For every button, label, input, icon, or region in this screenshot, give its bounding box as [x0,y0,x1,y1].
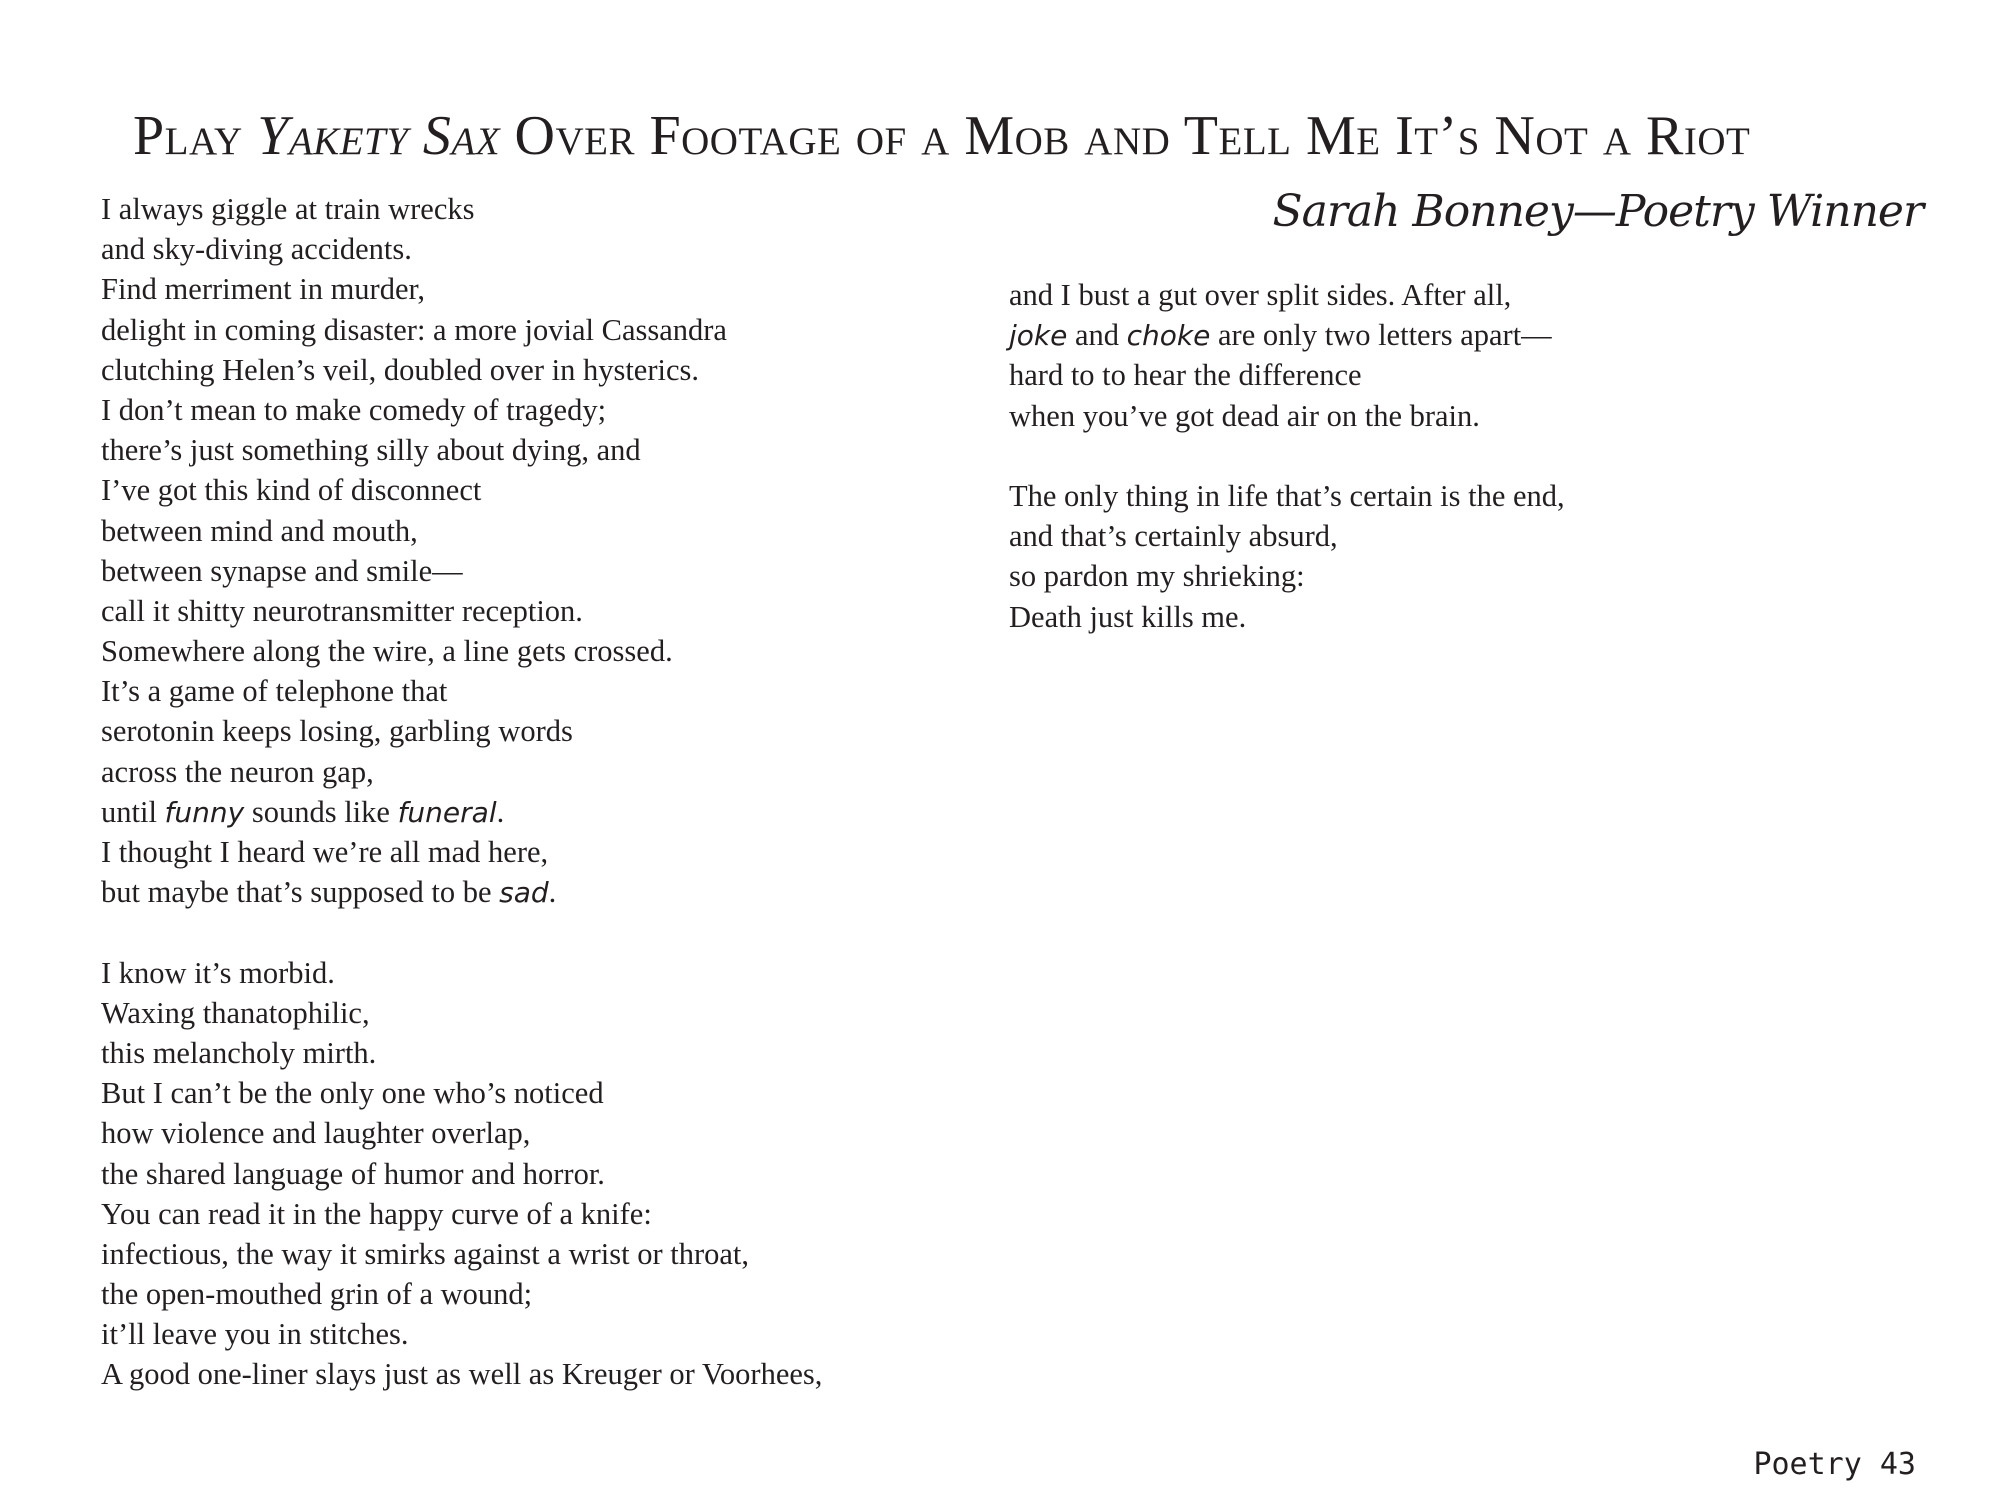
stanza [101,953,822,1395]
stanza [1009,476,1565,637]
poem-line [101,993,822,1033]
line-text: I’ve got this kind of disconnect [101,473,482,508]
poem-line [101,269,822,309]
poem-line [101,1314,822,1354]
line-text: between mind and mouth, [101,513,418,548]
line-text: and sky-diving accidents. [101,232,412,267]
line-text: sounds like [244,794,398,829]
line-text: hard to to hear the difference [1009,358,1362,393]
poem-line [101,470,822,510]
italic-word: funny [164,795,245,829]
title-part-1: Play [133,105,258,167]
italic-word: sad [499,876,549,910]
page-footer: Poetry 43 [1753,1447,1916,1482]
poem-line [101,390,822,430]
line-text: Waxing thanatophilic, [101,995,370,1030]
line-text: . [548,875,557,910]
line-text: Death just kills me. [1009,599,1247,634]
title-part-2: Over Footage of a Mob and Tell Me It’s Not a Riot [500,105,1751,167]
line-text: clutching Helen’s veil, doubled over in hysterics. [101,352,699,387]
line-text: how violence and laughter overlap, [101,1116,531,1151]
poem-line [1009,355,1565,395]
line-text: there’s just something silly about dying, and [101,433,641,468]
poem-line [1009,516,1565,556]
line-text: It’s a game of telephone that [101,674,448,709]
line-text: are only two letters apart— [1210,318,1552,353]
poem-right-column [1009,275,1565,637]
line-text: delight in coming disaster: a more jovial Cassandra [101,312,727,347]
poem-line [101,310,822,350]
line-text: A good one-liner slays just as well as Kreuger or Voorhees, [101,1357,823,1392]
line-text: The only thing in life that’s certain is the end, [1009,478,1565,513]
line-text: and [1067,318,1127,353]
italic-word: choke [1126,319,1211,353]
poem-line [1009,275,1565,315]
poem-line [101,1033,822,1073]
poem-line [1009,556,1565,596]
poem-line [101,1274,822,1314]
poem-line [101,511,822,551]
line-text: when you’ve got dead air on the brain. [1009,398,1480,433]
line-text: I don’t mean to make comedy of tragedy; [101,392,607,427]
italic-word: funeral [397,795,497,829]
title-italic: Yakety Sax [257,105,501,167]
line-text: the open-mouthed grin of a wound; [101,1277,533,1312]
poem-line [101,953,822,993]
line-text: Find merriment in murder, [101,272,426,307]
poem-line [101,631,822,671]
poem-line [101,671,822,711]
line-text: But I can’t be the only one who’s noticed [101,1076,604,1111]
poem-line [101,711,822,751]
author-byline: Sarah Bonney—Poetry Winner [1272,186,1923,237]
poem-line [101,1194,822,1234]
stanza [1009,275,1565,436]
poem-line [101,1154,822,1194]
poem-line [101,350,822,390]
poem-line [101,229,822,269]
line-text: serotonin keeps losing, garbling words [101,714,573,749]
poem-line [101,1354,822,1394]
poem-line [101,872,822,912]
poem-line [101,752,822,792]
poem-line [101,1234,822,1274]
italic-word: joke [1009,319,1068,353]
poem-line [101,1113,822,1153]
line-text: I always giggle at train wrecks [101,192,475,226]
poem-line [101,1073,822,1113]
line-text: so pardon my shrieking: [1009,559,1305,594]
line-text: Somewhere along the wire, a line gets crossed. [101,634,673,669]
stanza [101,189,822,912]
line-text: between synapse and smile— [101,553,463,588]
poem-line [101,832,822,872]
line-text: You can read it in the happy curve of a knife: [101,1196,652,1231]
line-text: and that’s certainly absurd, [1009,519,1338,554]
poem-line [1009,476,1565,516]
poem-line [1009,315,1565,355]
line-text: this melancholy mirth. [101,1035,377,1070]
poem-line [101,591,822,631]
line-text: I know it’s morbid. [101,955,335,990]
line-text: infectious, the way it smirks against a wrist or throat, [101,1236,749,1271]
line-text: across the neuron gap, [101,754,374,789]
poem-title [133,100,1923,172]
poem-line [1009,396,1565,436]
poem-line [1009,597,1565,637]
line-text: the shared language of humor and horror. [101,1156,605,1191]
poem-line [101,792,822,832]
poem-line [101,430,822,470]
line-text: until [101,794,165,829]
line-text: but maybe that’s supposed to be [101,875,500,910]
line-text: and I bust a gut over split sides. After all, [1009,278,1512,312]
line-text: I thought I heard we’re all mad here, [101,835,549,869]
line-text: call it shitty neurotransmitter reception. [101,593,583,628]
line-text: . [496,794,505,829]
poem-line [101,551,822,591]
poem-line [101,189,822,229]
poem-left-column [101,189,822,1395]
line-text: it’ll leave you in stitches. [101,1317,409,1352]
